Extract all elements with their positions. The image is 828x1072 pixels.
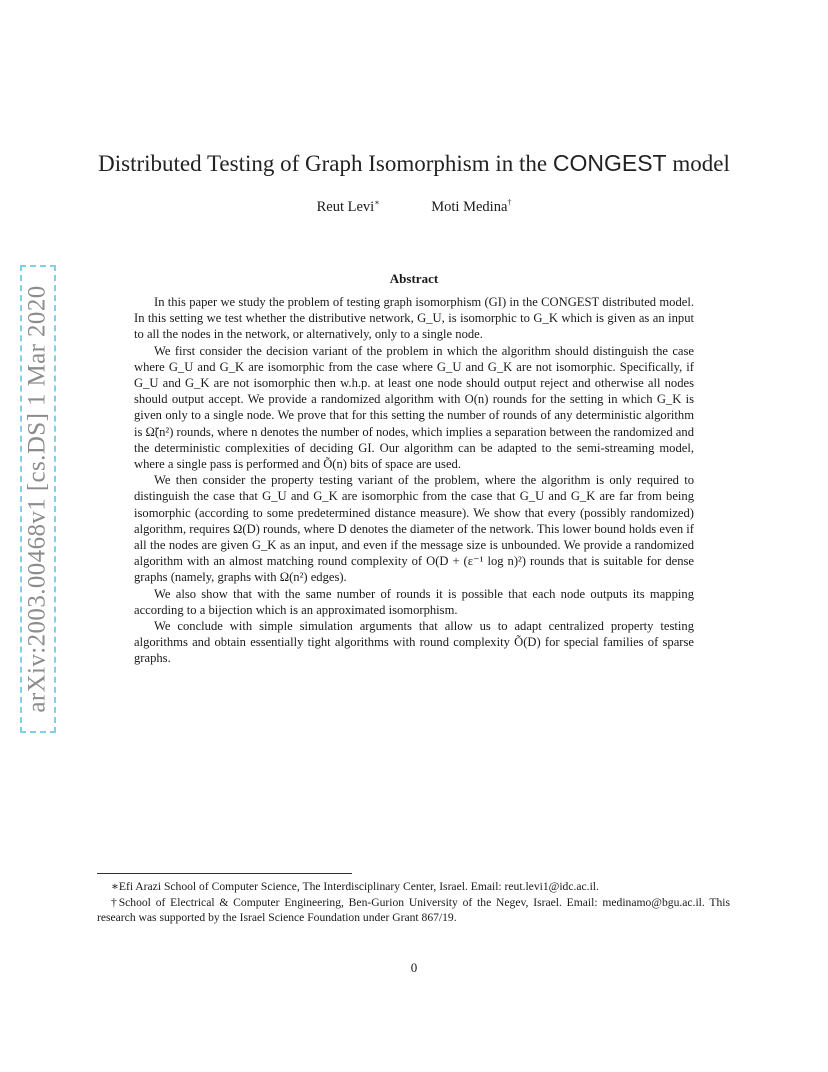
title-prefix: Distributed Testing of Graph Isomorphism in the (98, 151, 553, 176)
author-mark: ∗ (374, 198, 380, 208)
footnote-rule (97, 873, 352, 874)
title-suffix: model (666, 151, 730, 176)
abstract-body (134, 294, 694, 667)
title-keyword: CONGEST (552, 150, 667, 176)
arxiv-stamp (20, 265, 56, 733)
footnote-affiliation-1: ∗Efi Arazi School of Computer Science, The Interdisciplinary Center, Israel. Email: reut.levi1@idc.ac.il. (111, 880, 599, 893)
page-number: 0 (410, 960, 418, 975)
abstract-paragraph: In this paper we study the problem of testing graph isomorphism (GI) in the CONGEST distributed model. In this setting we test whether the distributive network, G_U, is isomorphic to G_K which is given as an input to all the nodes in the network, or alternatively, only to a single node. (134, 295, 694, 342)
footnote-affiliation-2: †School of Electrical & Computer Engineering, Ben-Gurion University of the Negev, Israel. Email: medinamo@bgu.ac.il. This research was supported by the Israel Science Foundation under Grant 867/19. (97, 895, 730, 924)
footnotes (97, 879, 730, 926)
abstract-paragraph: We then consider the property testing variant of the problem, where the algorithm is only required to distinguish the case that G_U and G_K are isomorphic from the case that G_U and G_K are far from being isomorphic (according to some predetermined distance measure). We show that every (possibly randomized) algorithm, requires Ω(D) rounds, where D denotes the diameter of the network. This lower bound holds even if all the nodes are given G_K as an input, and even if the message size is unbounded. We provide a randomized algorithm with an almost matching round complexity of O(D + (ε⁻¹ log n)²) rounds that is suitable for dense graphs (namely, graphs with Ω(n²) edges). (134, 473, 694, 585)
abstract-paragraph: We also show that with the same number of rounds it is possible that each node outputs its mapping according to a bijection which is an approximated isomorphism. (134, 586, 694, 617)
author-1 (317, 199, 380, 216)
author-list (0, 199, 828, 216)
arxiv-identifier: arXiv:2003.00468v1 [cs.DS] 1 Mar 2020 (24, 285, 52, 713)
author-2 (431, 199, 511, 216)
author-name: Reut Levi (316, 199, 375, 215)
author-name: Moti Medina (431, 199, 508, 215)
abstract-paragraph: We conclude with simple simulation arguments that allow us to adapt centralized property testing algorithms and obtain essentially tight algorithms with round complexity Õ(D) for special families of sparse graphs. (134, 619, 694, 666)
abstract-heading: Abstract (389, 271, 439, 286)
paper-title (0, 150, 828, 177)
abstract-paragraph: We first consider the decision variant of the problem in which the algorithm should distinguish the case where G_U and G_K are isomorphic from the case where G_U and G_K are not isomorphic. Specifically, if G_U and G_K are not isomorphic then w.h.p. at least one node should output reject and otherwise all nodes should output accept. We provide a randomized algorithm with O(n) rounds for the setting in which G_K is given only to a single node. We prove that for this setting the number of rounds of any deterministic algorithm is Ω̃(n²) rounds, where n denotes the number of nodes, which implies a separation between the randomized and the deterministic complexities of deciding GI. Our algorithm can be adapted to the semi-streaming model, where a single pass is performed and Õ(n) bits of space are used. (134, 343, 694, 472)
author-mark: † (507, 198, 512, 208)
